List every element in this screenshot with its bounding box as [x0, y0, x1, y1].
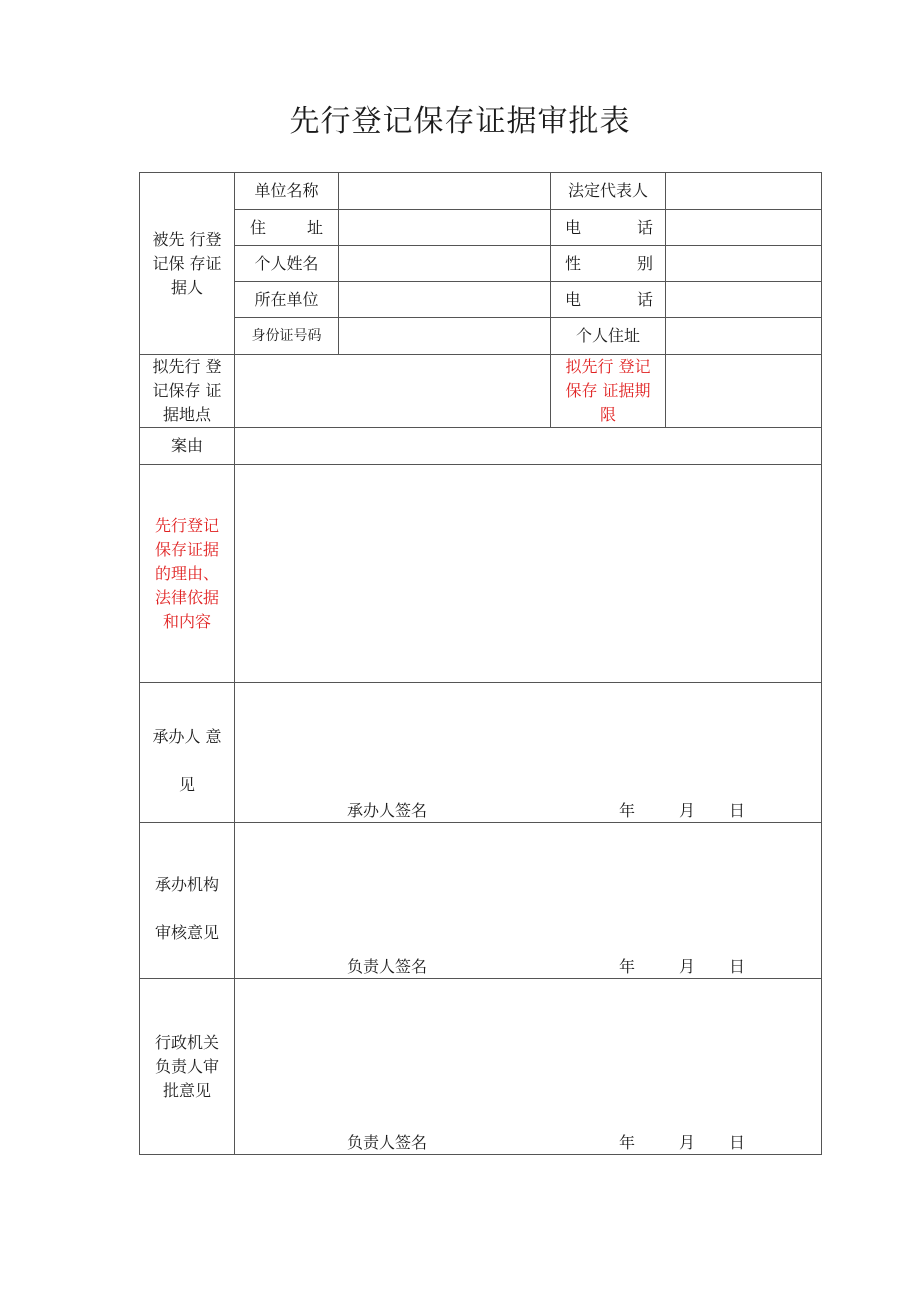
- phone2-label-char: 电: [565, 289, 582, 309]
- agency-month-label: 月: [679, 957, 696, 976]
- handler-label-line: 承办人 意: [152, 727, 222, 746]
- agency-signature-label: 负责人签名: [347, 957, 428, 976]
- id-number-label: 身份证号码: [251, 328, 322, 344]
- agency-year-label: 年: [619, 957, 636, 976]
- admin-month-label: 月: [679, 1133, 696, 1152]
- personal-name-label: 个人姓名: [254, 253, 319, 273]
- period-field[interactable]: [666, 355, 821, 427]
- gender-label-char: 别: [636, 253, 653, 273]
- phone-label-char: 电: [565, 217, 582, 237]
- legal-rep-field[interactable]: [666, 173, 821, 209]
- id-number-field[interactable]: [339, 318, 550, 354]
- admin-label-line: 批意见: [162, 1081, 211, 1100]
- phone-field[interactable]: [666, 210, 821, 245]
- reason-label-line: 的理由、: [154, 563, 219, 583]
- period-label: [551, 355, 665, 427]
- admin-signature-label: 负责人签名: [347, 1133, 428, 1152]
- location-label-line: 据地点: [162, 405, 211, 424]
- reason-field[interactable]: [235, 465, 821, 682]
- party-label-line: 记保 存证: [152, 253, 222, 273]
- handler-signature-label: 承办人签名: [347, 801, 428, 820]
- period-label-line: 限: [599, 405, 616, 424]
- phone2-label-char: 话: [636, 289, 653, 309]
- admin-year-label: 年: [619, 1133, 636, 1152]
- phone2-field[interactable]: [666, 282, 821, 317]
- gender-field[interactable]: [666, 246, 821, 281]
- home-address-label: 个人住址: [575, 326, 640, 345]
- reason-label-line: 法律依据: [154, 587, 219, 607]
- admin-label-line: 负责人审: [154, 1057, 219, 1076]
- agency-label-line: 审核意见: [154, 923, 219, 942]
- case-reason-label: 案由: [170, 436, 203, 455]
- phone-label-char: 话: [636, 217, 653, 237]
- period-label-line: 保存 证据期: [565, 381, 651, 400]
- unit-name-label: 单位名称: [254, 181, 319, 200]
- reason-label-line: 先行登记: [154, 515, 219, 535]
- address-label-char: 址: [306, 217, 323, 237]
- reason-label-line: 和内容: [162, 611, 211, 631]
- location-field[interactable]: [235, 355, 550, 427]
- home-address-field[interactable]: [666, 318, 821, 354]
- party-label: [140, 173, 234, 354]
- handler-year-label: 年: [619, 801, 636, 820]
- case-reason-field[interactable]: [235, 428, 821, 464]
- reason-label-line: 保存证据: [154, 539, 219, 559]
- address-label: [250, 210, 323, 245]
- employer-field[interactable]: [339, 282, 550, 317]
- page-title: 先行登记保存证据审批表: [289, 104, 631, 139]
- party-label-line: 据人: [170, 277, 203, 297]
- personal-name-field[interactable]: [339, 246, 550, 281]
- handler-label-line: 见: [178, 775, 195, 794]
- agency-label-line: 承办机构: [154, 875, 219, 894]
- gender-label: [565, 246, 653, 281]
- phone2-label: [565, 282, 653, 317]
- agency-label: [140, 823, 234, 978]
- gender-label-char: 性: [565, 253, 582, 273]
- location-label-line: 拟先行 登: [152, 357, 222, 376]
- address-field[interactable]: [339, 210, 550, 245]
- admin-label-line: 行政机关: [154, 1033, 219, 1052]
- party-label-line: 被先 行登: [152, 229, 222, 249]
- handler-label: [140, 683, 234, 822]
- unit-name-field[interactable]: [339, 173, 550, 209]
- location-label: [140, 355, 234, 427]
- admin-opinion-field[interactable]: [235, 979, 821, 1154]
- reason-label: [140, 465, 234, 682]
- phone-label: [565, 210, 653, 245]
- handler-month-label: 月: [679, 801, 696, 820]
- period-label-line: 拟先行 登记: [565, 357, 651, 376]
- legal-rep-label: 法定代表人: [567, 181, 648, 200]
- agency-day-label: 日: [729, 957, 746, 976]
- admin-label: [140, 979, 234, 1154]
- location-label-line: 记保存 证: [152, 381, 222, 400]
- address-label-char: 住: [250, 217, 267, 237]
- employer-label: 所在单位: [254, 289, 319, 309]
- admin-day-label: 日: [729, 1133, 746, 1152]
- handler-day-label: 日: [729, 801, 746, 820]
